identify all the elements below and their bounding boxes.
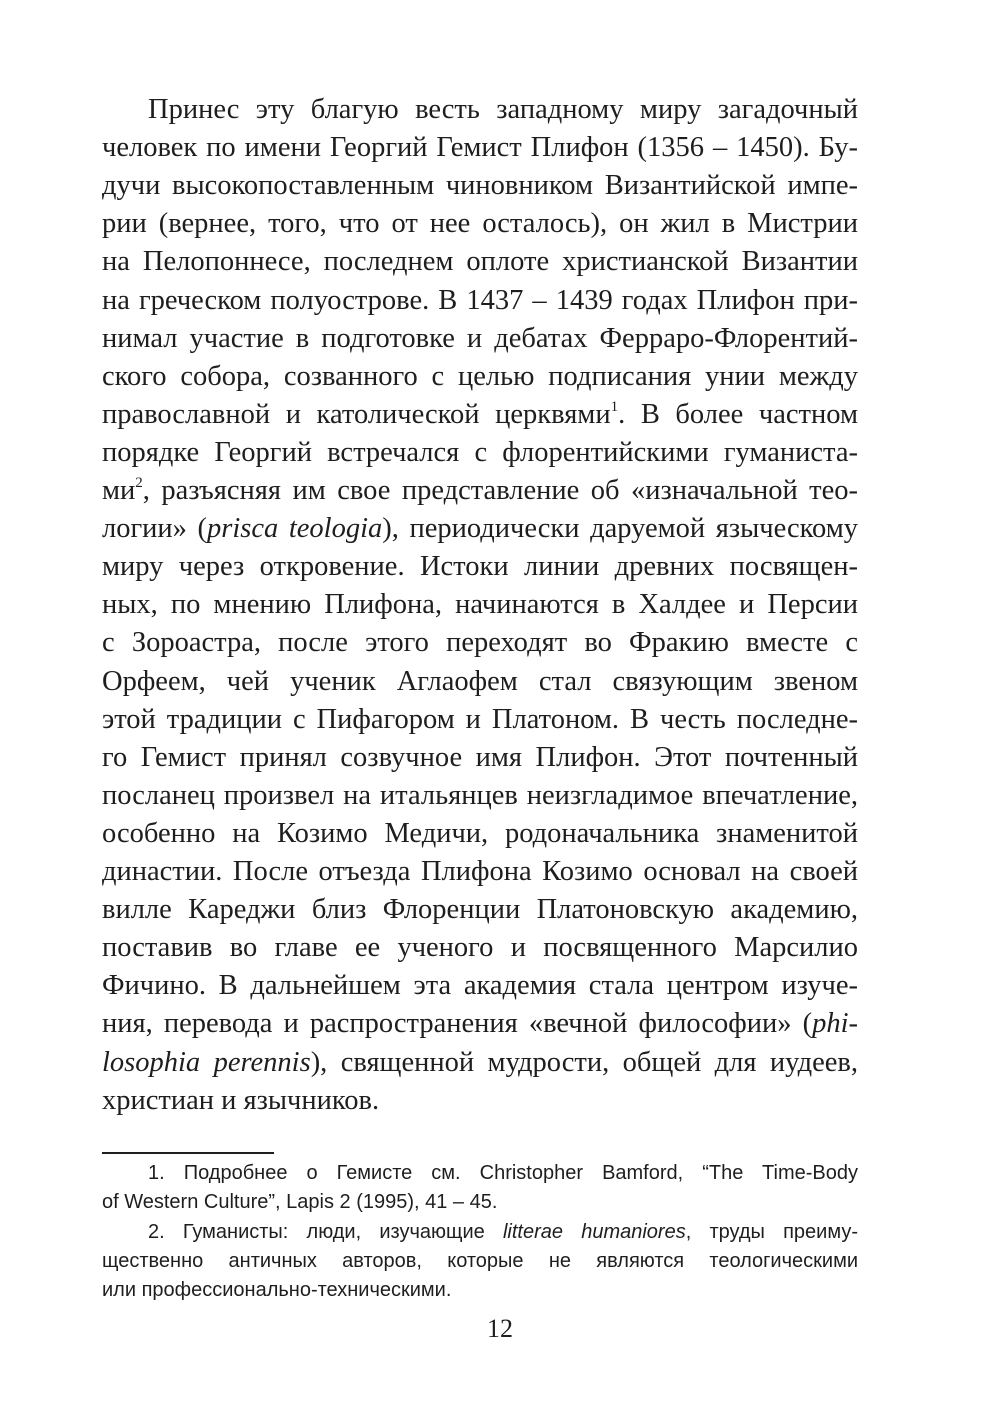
text-run: 2. Гуманисты: люди, изучающие [148,1220,503,1243]
text-line: человек по имени Георгий Гемист Плифон (1356 – 1450). Бу- [102,132,858,164]
footnote-line: 1. Подробнее о Гемисте см. Christopher Bamford, “The Time-Body [148,1162,858,1184]
page-number: 12 [487,1314,513,1343]
text-line [102,1005,858,1043]
text-run: , разъясняя им свое представление об «изначальной тео- [142,475,858,506]
text-line: христиан и язычников. [102,1084,380,1116]
text-run: ния, перевода и распространения «вечной философии» ( [102,1008,813,1040]
text-run: , труды преиму- [685,1220,858,1243]
text-line: го Гемист принял созвучное имя Плифон. Этот почтенный [102,741,858,773]
italic-term: phi- [812,1008,858,1040]
text-line: особенно на Козимо Медичи, родоначальника знаменитой [102,817,858,849]
text-run: логии» ( [102,513,207,545]
text-line [102,472,858,510]
footnote-separator [102,1152,274,1154]
text-line: дучи высокопоставленным чиновником Византийской импе- [102,170,858,202]
italic-term: losophia perennis [102,1046,311,1078]
text-run: православной и католической церквями [102,398,611,430]
text-line: ского собора, созванного с целью подписания унии между [102,360,858,392]
footnote-line: of Western Culture”, Lapis 2 (1995), 41 – 45. [102,1191,498,1214]
text-line: на Пелопоннесе, последнем оплоте христианской Византии [102,246,858,278]
text-line: ных, по мнению Плифона, начинаются в Халдее и Персии [102,589,858,621]
text-line [102,1044,858,1082]
text-line: миру через откровение. Истоки линии древних посвящен- [102,551,858,583]
text-line: на греческом полуострове. В 1437 – 1439 годах Плифон при- [102,284,858,316]
text-line: Фичино. В дальнейшем эта академия стала центром изуче- [102,970,858,1002]
text-line: вилле Кареджи близ Флоренции Платоновскую академию, [102,894,858,926]
footnote-reference: 2 [135,475,143,491]
text-run: ), священной мудрости, общей для иудеев, [310,1046,858,1078]
text-run: . В более частном [618,398,858,430]
italic-term: litterae humaniores [502,1220,686,1243]
text-run: ми [102,475,136,506]
text-line: поставив во главе ее ученого и посвященного Марсилио [102,932,858,964]
text-line: Принес эту благую весть западному миру загадочный [148,94,858,125]
text-line: с Зороастра, после этого переходят во Фракию вместе с [102,627,858,659]
text-run: ), периодически даруемой языческому [382,513,858,545]
text-line: рии (вернее, того, что от нее осталось), он жил в Мистрии [102,208,858,240]
text-line: нимал участие в подготовке и дебатах Ферраро-Флорентий- [102,322,858,354]
text-line [102,510,858,548]
text-line: династии. После отъезда Плифона Козимо основал на своей [102,856,858,887]
footnote-line [148,1218,858,1247]
text-line: порядке Георгий встречался с флорентийскими гуманиста- [102,436,858,468]
footnote-line: или профессионально-техническими. [102,1279,452,1302]
italic-term: prisca teologia [207,513,383,545]
text-line: этой традиции с Пифагором и Платоном. В честь последне- [102,703,858,735]
footnote-line: щественно античных авторов, которые не являются теологическими [102,1249,858,1272]
footnote-reference: 1 [610,398,619,415]
text-line: посланец произвел на итальянцев неизгладимое впечатление, [102,779,858,811]
text-line [102,396,858,434]
text-line: Орфеем, чей ученик Аглаофем стал связующим звеном [102,665,858,697]
